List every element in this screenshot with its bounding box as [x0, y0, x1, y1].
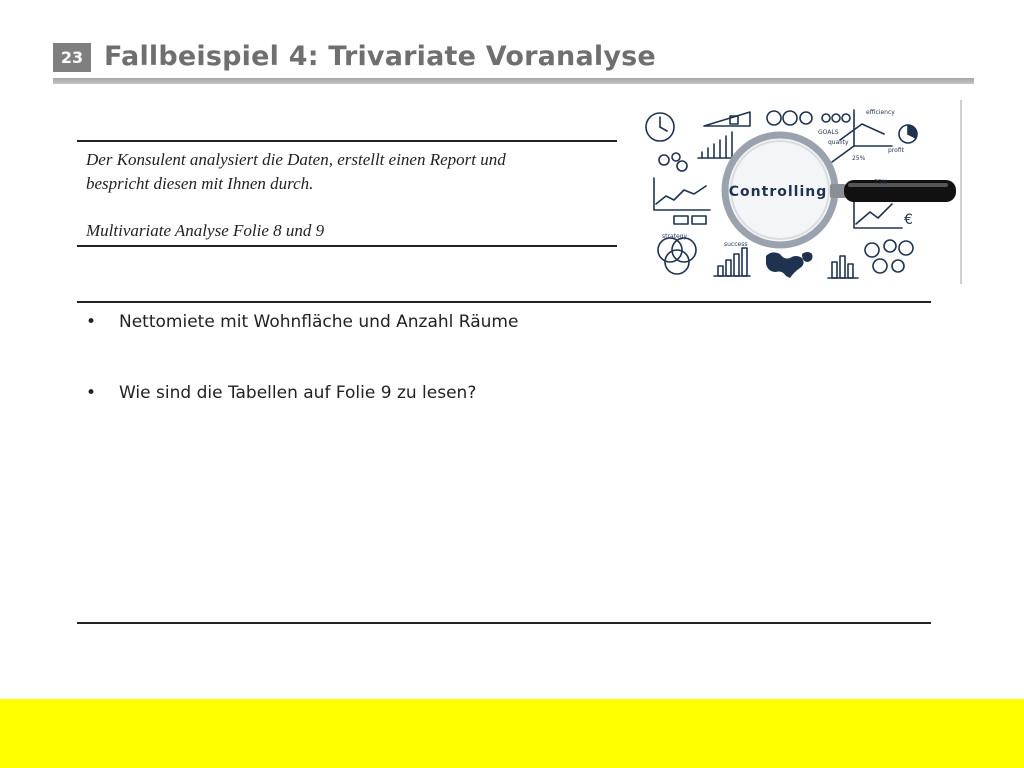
bullet-item	[86, 310, 518, 334]
quote-top-rule	[77, 140, 617, 142]
bars-icon	[828, 256, 858, 278]
bullet-symbol: •	[86, 383, 97, 403]
illustration-percent: 75%	[874, 179, 888, 186]
venn-diagram-icon	[658, 238, 696, 274]
content-bottom-rule	[77, 622, 931, 624]
goals-icon	[822, 114, 850, 122]
quote-line: bespricht diesen mit Ihnen durch.	[86, 174, 314, 193]
smiley-icons	[767, 111, 812, 125]
footer-bar	[0, 699, 1024, 768]
growth-wedge-icon	[704, 112, 750, 126]
illustration-word: profit	[888, 147, 904, 154]
quote-reference: Multivariate Analyse Folie 8 und 9	[86, 221, 325, 240]
bullet-item	[86, 381, 518, 405]
quote-line: Der Konsulent analysiert die Daten, erstellt einen Report und	[86, 150, 506, 169]
bullet-text: Nettomiete mit Wohnfläche und Anzahl Räume	[119, 312, 519, 332]
line-chart-icon	[654, 178, 710, 210]
illustration-word: efficiency	[866, 109, 895, 116]
illustration-label: Controlling	[728, 184, 828, 200]
bar-chart-icon	[698, 132, 736, 158]
controlling-sketch-graphic	[640, 100, 960, 284]
content-top-rule	[77, 301, 931, 303]
bullet-symbol: •	[86, 312, 97, 332]
gears-row-icon	[865, 240, 913, 273]
illustration-percent: 25%	[852, 155, 866, 162]
bullet-text: Wie sind die Tabellen auf Folie 9 zu lesen?	[119, 383, 477, 403]
clock-icon	[646, 113, 674, 141]
bullet-list	[86, 310, 518, 452]
quote-block	[86, 148, 606, 243]
illustration-word: quality	[828, 139, 849, 146]
controlling-illustration	[640, 100, 962, 284]
illustration-word: success	[724, 241, 748, 248]
gears-icon	[659, 153, 687, 171]
slide-title: Fallbeispiel 4: Trivariate Voranalyse	[104, 41, 656, 72]
slide-number-badge: 23	[53, 43, 91, 72]
world-map-icon	[766, 252, 813, 278]
euro-sign: €	[904, 212, 913, 228]
illustration-word: GOALS	[818, 129, 839, 136]
title-underline	[53, 78, 974, 84]
success-bars-icon	[714, 248, 750, 276]
illustration-word: strategy	[662, 233, 688, 240]
quote-bottom-rule	[77, 245, 617, 247]
